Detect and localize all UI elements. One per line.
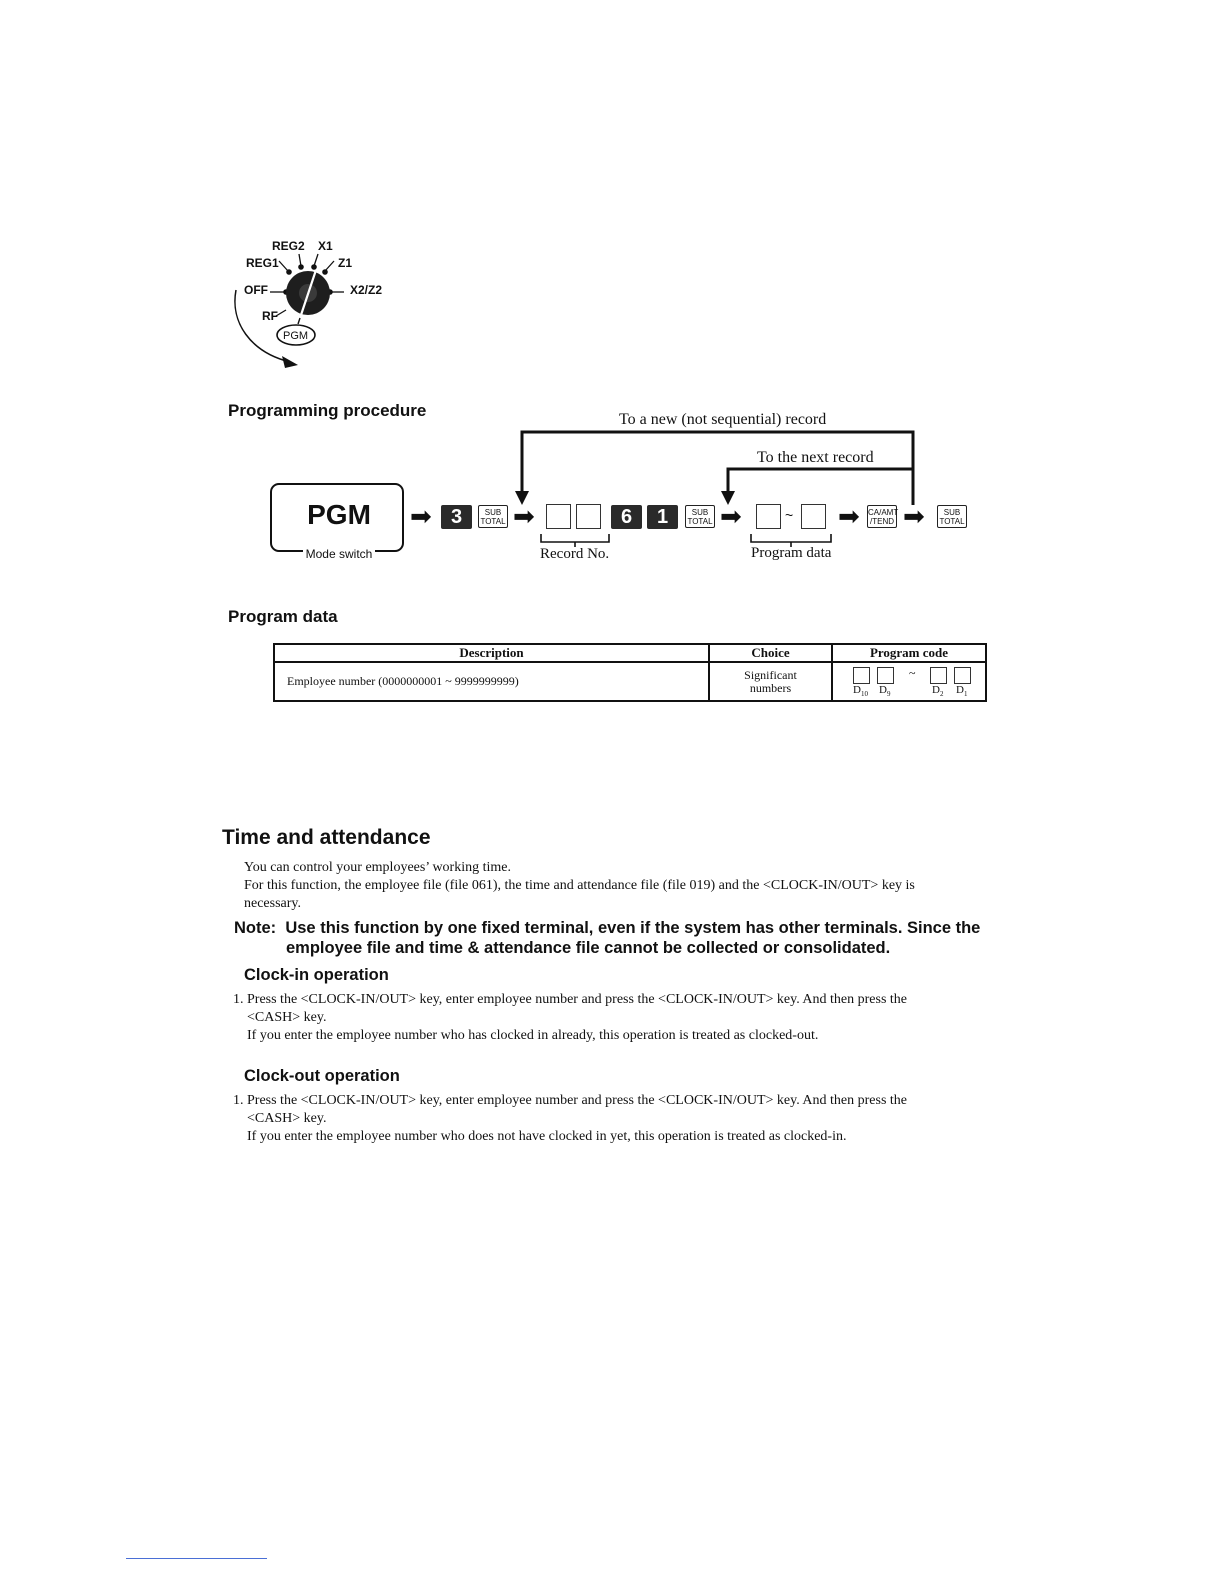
step-number: 1. <box>233 1093 244 1108</box>
arrow-right-icon: ➡ <box>838 502 860 531</box>
subtotal-key-bottom: TOTAL <box>480 517 506 526</box>
program-data-box <box>801 504 826 529</box>
time-attendance-heading: Time and attendance <box>222 826 431 849</box>
arrow-right-icon: ➡ <box>513 502 535 531</box>
record-no-label: Record No. <box>540 546 610 562</box>
dial-label-z1: Z1 <box>338 256 353 270</box>
intro-line: For this function, the employee file (file 061), the time and attendance file (file 019) and the <CLOCK-IN/OUT> key is <box>244 878 915 893</box>
intro-paragraph <box>244 859 915 913</box>
col-choice: Choice <box>709 644 832 662</box>
code-tilde: ~ <box>909 666 916 680</box>
step-text: If you enter the employee number who has clocked in already, this operation is treated as clocked-out. <box>247 1028 819 1043</box>
mode-switch-caption <box>270 547 408 561</box>
intro-line: necessary. <box>244 896 302 911</box>
clock-out-heading: Clock-out operation <box>244 1067 400 1085</box>
clock-out-step-line1 <box>233 1092 907 1110</box>
programming-procedure-heading: Programming procedure <box>228 401 427 420</box>
table-row <box>274 662 986 701</box>
subtotal-key-bottom: TOTAL <box>939 517 965 526</box>
footer-rule <box>126 1558 267 1559</box>
code-digit-box <box>954 667 971 684</box>
code-digit-box <box>930 667 947 684</box>
ca-key-bottom: /TEND <box>870 517 894 526</box>
note-label: Note: <box>234 919 277 937</box>
cell-choice <box>709 662 832 701</box>
col-description: Description <box>274 644 709 662</box>
cell-program-code <box>832 662 986 701</box>
subtotal-key-top: SUB <box>484 508 502 517</box>
key-3: 3 <box>441 505 472 529</box>
step-number: 1. <box>233 992 244 1007</box>
dial-label-reg1: REG1 <box>246 256 279 270</box>
digit-label-d9: $D_9$ <box>879 684 891 699</box>
key-6: 6 <box>611 505 642 529</box>
note-line: employee file and time & attendance file cannot be collected or consolidated. <box>286 939 891 957</box>
code-digit-box <box>877 667 894 684</box>
record-digit-box <box>546 504 571 529</box>
note-first-line <box>234 918 980 938</box>
arrow-right-icon: ➡ <box>720 502 742 531</box>
subtotal-key-top: SUB <box>943 508 961 517</box>
dial-label-pgm: PGM <box>283 330 309 342</box>
choice-line2: numbers <box>749 680 792 695</box>
mode-switch-caption-text: Mode switch <box>303 547 376 561</box>
dial-label-x2z2: X2/Z2 <box>350 283 383 297</box>
record-digit-box <box>576 504 601 529</box>
arrow-right-icon: ➡ <box>903 502 925 531</box>
program-data-table <box>273 643 987 702</box>
choice-line1: Significant <box>744 667 797 682</box>
note-line: Use this function by one fixed terminal, even if the system has other terminals. Since the <box>285 919 981 937</box>
digit-label-d2: $D_2$ <box>932 684 944 699</box>
tilde: ~ <box>785 507 794 523</box>
table-header-row <box>274 644 986 662</box>
program-data-label: Program data <box>751 545 832 561</box>
step-text: If you enter the employee number who does not have clocked in yet, this operation is treated as clocked-in. <box>247 1129 847 1144</box>
program-data-heading: Program data <box>228 607 338 626</box>
loop-next-record-label: To the next record <box>757 449 874 466</box>
program-data-box <box>756 504 781 529</box>
digit-label-d1: $D_1$ <box>956 684 968 699</box>
col-program-code: Program code <box>832 644 986 662</box>
mode-switch-dial <box>230 232 400 372</box>
step-text: <CASH> key. <box>247 1010 327 1025</box>
subtotal-key <box>937 505 967 528</box>
subtotal-key-bottom: TOTAL <box>687 517 713 526</box>
ca-amt-tend-key <box>867 505 897 528</box>
clock-in-step-line1 <box>233 991 907 1009</box>
subtotal-key <box>685 505 715 528</box>
clock-in-step <box>233 991 907 1045</box>
dial-label-off: OFF <box>244 283 268 297</box>
note-block <box>234 918 980 958</box>
subtotal-key-top: SUB <box>691 508 709 517</box>
mode-switch-pgm-text: PGM <box>307 499 371 530</box>
key-1: 1 <box>647 505 678 529</box>
subtotal-key <box>478 505 508 528</box>
digit-label-d10: $D_{10}$ <box>853 684 868 699</box>
code-digit-box <box>853 667 870 684</box>
loop-new-record-label: To a new (not sequential) record <box>619 411 827 428</box>
step-text: Press the <CLOCK-IN/OUT> key, enter employee number and press the <CLOCK-IN/OUT> key. And then press the <box>247 992 908 1007</box>
step-text: Press the <CLOCK-IN/OUT> key, enter employee number and press the <CLOCK-IN/OUT> key. And then press the <box>247 1093 908 1108</box>
cell-description: Employee number (0000000001 ~ 9999999999) <box>274 662 709 701</box>
arrow-right-icon: ➡ <box>410 502 432 531</box>
step-text: <CASH> key. <box>247 1111 327 1126</box>
clock-out-step <box>233 1092 907 1146</box>
dial-label-x1: X1 <box>318 239 333 253</box>
dial-label-reg2: REG2 <box>272 239 305 253</box>
dial-label-rf: RF <box>262 309 278 323</box>
intro-line: You can control your employees’ working time. <box>244 860 511 875</box>
ca-key-top: CA/AMT <box>868 508 899 517</box>
clock-in-heading: Clock-in operation <box>244 966 389 984</box>
